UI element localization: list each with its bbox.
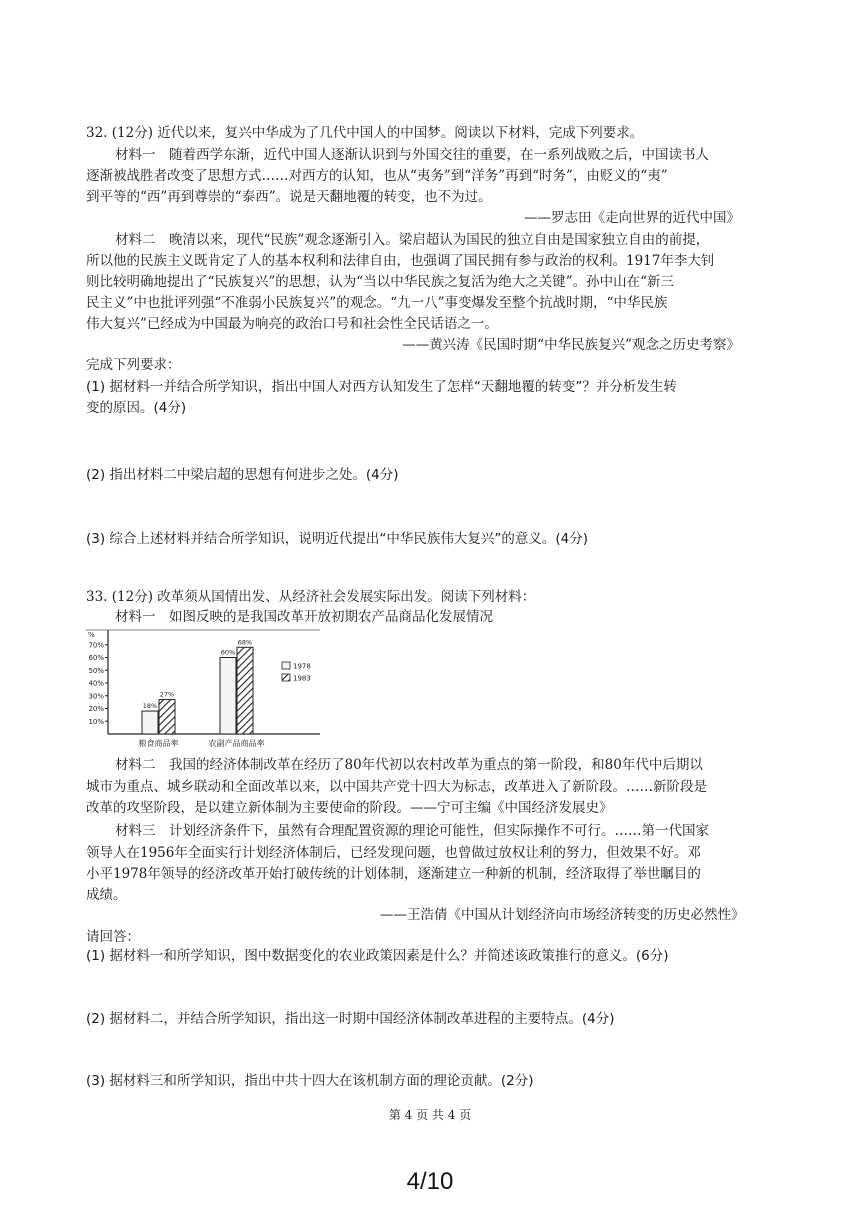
chart-data-label: 68% [237,638,253,647]
q32-material1-source: ——罗志田《走向世界的近代中国》 [524,210,740,226]
chart-legend-swatch [282,674,290,681]
q32-material2-line: 则比较明确地提出了“民族复兴”的思想，认为“当以中华民族之复活为绝大之关键”。孙中山在“新三 [86,274,675,290]
chart-y-tick-label: 50% [88,666,104,675]
q33-header: 33. (12分) 改革须从国情出发、从经济社会发展实际出发。阅读下列材料： [86,589,536,605]
q33-subquestion-1: (1) 据材料一和所学知识，图中数据变化的农业政策因素是什么？并简述该政策推行的意义。(6分) [86,948,669,964]
chart-data-label: 60% [220,648,236,657]
chart-data-label: 18% [142,702,158,711]
q33-prompt: 请回答： [86,929,140,945]
chart-bar [159,700,175,734]
chart-bar [220,658,236,735]
q33-material3-line: 领导人在1956年全面实行计划经济体制后，已经发现问题，也曾做过放权让利的努力，但效果不好。邓 [86,845,701,861]
q33-material2-line: 改革的攻坚阶段，是以建立新体制为主要使命的阶段。——宁可主编《中国经济发展史》 [86,800,613,816]
q32-material1-line: 到平等的“西”再到尊崇的“泰西”。说是天翻地覆的转变，也不为过。 [86,189,492,205]
produce-commercialization-chart [86,628,322,750]
chart-data-label: 27% [159,690,175,699]
q32-subquestion-1: (1) 据材料一并结合所学知识，指出中国人对西方认知发生了怎样“天翻地覆的转变”？并分析发生转 [86,379,677,395]
q32-material2-line: 民主义”中也批评列强“不准弱小民族复兴”的观念。“九一八”事变爆发至整个抗战时期，“中华民族 [86,295,668,311]
chart-bar [237,647,253,734]
q32-material1-line: 逐渐被战胜者改变了思想方式……对西方的认知，也从“夷务”到“洋务”再到“时务”，由贬义的“夷” [86,168,668,184]
chart-y-unit: % [88,631,95,639]
chart-x-tick-label: 农副产品商品率 [208,739,265,748]
chart-y-tick-label: 20% [88,705,104,713]
q33-subquestion-2: (2) 据材料二，并结合所学知识，指出这一时期中国经济体制改革进程的主要特点。(4分) [86,1011,615,1027]
chart-y-tick-label: 70% [88,641,104,650]
q32-material2-line: 材料二 晚清以来，现代“民族”观念逐渐引入。梁启超认为国民的独立自由是国家独立自由的前提， [115,232,710,248]
q33-material3-line: 小平1978年领导的经济改革开始打破传统的计划体制，逐渐建立一种新的机制，经济取得了举世瞩目的 [86,866,701,882]
q32-subquestion-3: (3) 综合上述材料并结合所学知识，说明近代提出“中华民族伟大复兴”的意义。(4分) [86,531,589,547]
q33-subquestion-3: (3) 据材料三和所学知识，指出中共十四大在该机制方面的理论贡献。(2分) [86,1073,534,1089]
chart-bar [142,711,158,734]
page-counter: 4/10 [406,1168,454,1195]
q32-material2-source: ——黄兴涛《民国时期“中华民族复兴”观念之历史考察》 [402,337,740,353]
q33-material3-source: ——王浩倩《中国从计划经济向市场经济转变的历史必然性》 [380,907,745,923]
page-label: 第 4 页 共 4 页 [388,1108,472,1122]
q32-material2-line: 伟大复兴”已经成为中国最为响亮的政治口号和社会性全民话语之一。 [86,316,498,332]
q33-material2-line: 城市为重点、城乡联动和全面改革以来，以中国共产党十四大为标志，改革进入了新阶段。……新阶段是 [86,779,707,795]
chart-y-tick-label: 10% [88,717,104,726]
chart-legend-label: 1978 [293,662,311,671]
q33-material3-line: 成绩。 [86,887,127,903]
chart-y-tick-label: 40% [88,679,104,688]
q32-subquestion-2: (2) 指出材料二中梁启超的思想有何进步之处。(4分) [86,467,399,483]
chart-legend-label: 1983 [293,674,311,683]
chart-y-tick-label: 30% [88,692,104,701]
q32-header: 32. (12分) 近代以来，复兴中华成为了几代中国人的中国梦。阅读以下材料，完成下列要求。 [86,125,644,141]
q32-subquestion-1-cont: 变的原因。(4分) [86,400,187,416]
q32-prompt: 完成下列要求： [86,357,181,373]
q32-material1-line: 材料一 随着西学东渐，近代中国人逐渐认识到与外国交往的重要，在一系列战败之后，中国读书人 [115,147,709,163]
chart-legend-swatch [282,662,290,669]
q33-material2-line: 材料二 我国的经济体制改革在经历了80年代初以农村改革为重点的第一阶段，和80年代中后期以 [115,757,703,773]
chart-y-tick-label: 60% [88,654,104,662]
q33-material1: 材料一 如图反映的是我国改革开放初期农产品商品化发展情况 [115,609,493,625]
q33-material3-line: 材料三 计划经济条件下，虽然有合理配置资源的理论可能性，但实际操作不可行。……第一代国家 [115,823,709,839]
q32-material2-line: 所以他的民族主义既肯定了人的基本权利和法律自由，也强调了国民拥有参与政治的权利。1917年李大钊 [86,253,715,269]
chart-x-tick-label: 粮食商品率 [138,739,179,748]
